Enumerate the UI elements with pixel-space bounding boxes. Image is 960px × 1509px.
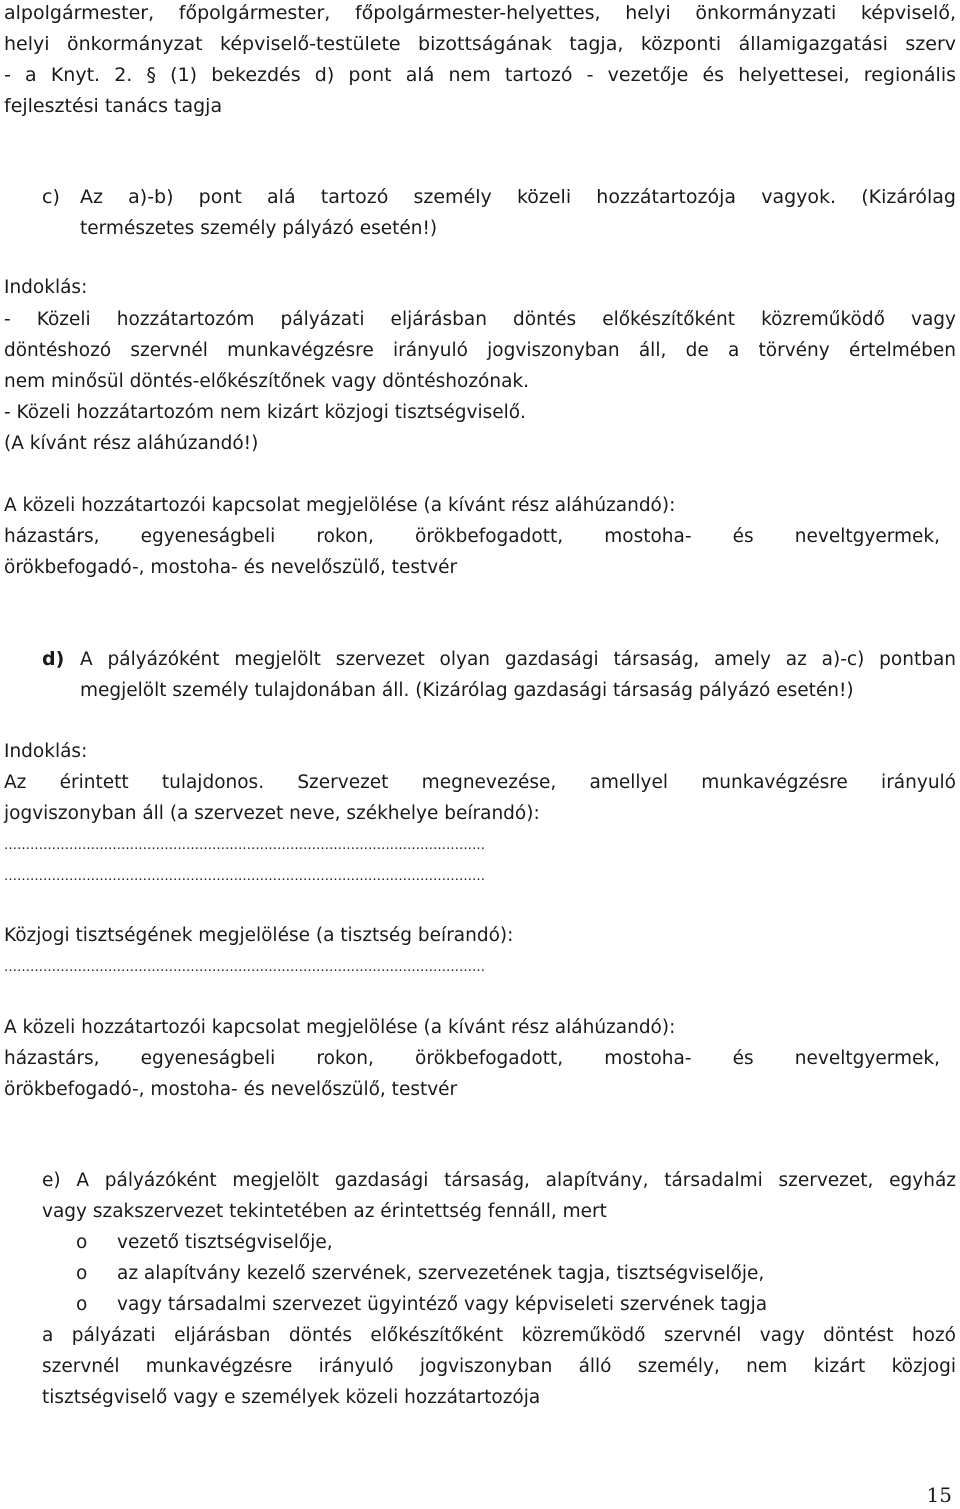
bullet-item: vagy társadalmi szervezet ügyintéző vagy képviseleti szervének tagja bbox=[117, 1294, 768, 1315]
fill-in-dots[interactable]: ………………………………………………………………………………………………… bbox=[4, 838, 485, 853]
text-line: e) A pályázóként megjelölt gazdasági társaság, alapítvány, társadalmi szervezet, egyház bbox=[42, 1170, 956, 1191]
text-line: a pályázati eljárásban döntés előkészítőként közreműködő szervnél vagy döntést hozó bbox=[42, 1325, 956, 1346]
text-line: fejlesztési tanács tagja bbox=[4, 95, 223, 117]
bullet-marker: o bbox=[76, 1294, 88, 1315]
item-marker-c: c) bbox=[42, 186, 60, 208]
text-line: Közjogi tisztségének megjelölése (a tisztség beírandó): bbox=[4, 925, 514, 946]
bullet-item: vezető tisztségviselője, bbox=[117, 1232, 333, 1253]
text-line: Az érintett tulajdonos. Szervezet megnevezése, amellyel munkavégzésre irányuló bbox=[4, 772, 956, 793]
item-marker-d: d) bbox=[42, 648, 65, 670]
bullet-item: az alapítvány kezelő szervének, szervezetének tagja, tisztségviselője, bbox=[117, 1263, 765, 1284]
page-number: 15 bbox=[926, 1483, 952, 1507]
text-line: alpolgármester, főpolgármester, főpolgármester-helyettes, helyi önkormányzati képviselő, bbox=[4, 2, 956, 24]
text-line: - Közeli hozzátartozóm pályázati eljárásban döntés előkészítőként közreműködő vagy bbox=[4, 309, 956, 330]
bullet-marker: o bbox=[76, 1232, 88, 1253]
indoklas-label: Indoklás: bbox=[4, 741, 88, 762]
text-line: döntéshozó szervnél munkavégzésre irányuló jogviszonyban áll, de a törvény értelmében bbox=[4, 340, 956, 361]
text-line: - Közeli hozzátartozóm nem kizárt közjogi tisztségviselő. bbox=[4, 402, 527, 423]
text-line: (A kívánt rész aláhúzandó!) bbox=[4, 433, 259, 454]
bullet-marker: o bbox=[76, 1263, 88, 1284]
fill-in-dots[interactable]: ………………………………………………………………………………………………… bbox=[4, 960, 485, 975]
indoklas-label: Indoklás: bbox=[4, 277, 88, 298]
text-line: A pályázóként megjelölt szervezet olyan gazdasági társaság, amely az a)-c) pontban bbox=[80, 649, 956, 670]
text-line: A közeli hozzátartozói kapcsolat megjelölése (a kívánt rész aláhúzandó): bbox=[4, 495, 676, 516]
text-line: Az a)-b) pont alá tartozó személy közeli hozzátartozója vagyok. (Kizárólag bbox=[80, 186, 956, 208]
fill-in-dots[interactable]: ………………………………………………………………………………………………… bbox=[4, 869, 485, 884]
text-line: helyi önkormányzat képviselő-testülete bizottságának tagja, központi államigazgatási szerv bbox=[4, 33, 956, 55]
text-line: örökbefogadó-, mostoha- és nevelőszülő, testvér bbox=[4, 1079, 458, 1100]
text-line: vagy szakszervezet tekintetében az érintettség fennáll, mert bbox=[42, 1201, 607, 1222]
text-line: nem minősül döntés-előkészítőnek vagy döntéshozónak. bbox=[4, 371, 530, 392]
text-line: megjelölt személy tulajdonában áll. (Kizárólag gazdasági társaság pályázó esetén!) bbox=[80, 680, 854, 701]
text-line: házastárs, egyeneságbeli rokon, örökbefogadott, mostoha- és neveltgyermek, bbox=[4, 526, 940, 547]
text-line: örökbefogadó-, mostoha- és nevelőszülő, testvér bbox=[4, 557, 458, 578]
text-line: házastárs, egyeneságbeli rokon, örökbefogadott, mostoha- és neveltgyermek, bbox=[4, 1048, 940, 1069]
text-line: A közeli hozzátartozói kapcsolat megjelölése (a kívánt rész aláhúzandó): bbox=[4, 1017, 676, 1038]
text-line: szervnél munkavégzésre irányuló jogviszonyban álló személy, nem kizárt közjogi bbox=[42, 1356, 956, 1377]
text-line: természetes személy pályázó esetén!) bbox=[80, 218, 438, 239]
text-line: tisztségviselő vagy e személyek közeli hozzátartozója bbox=[42, 1387, 541, 1408]
text-line: - a Knyt. 2. § (1) bekezdés d) pont alá nem tartozó - vezetője és helyettesei, regionális bbox=[4, 64, 956, 86]
text-line: jogviszonyban áll (a szervezet neve, székhelye beírandó): bbox=[4, 803, 540, 824]
